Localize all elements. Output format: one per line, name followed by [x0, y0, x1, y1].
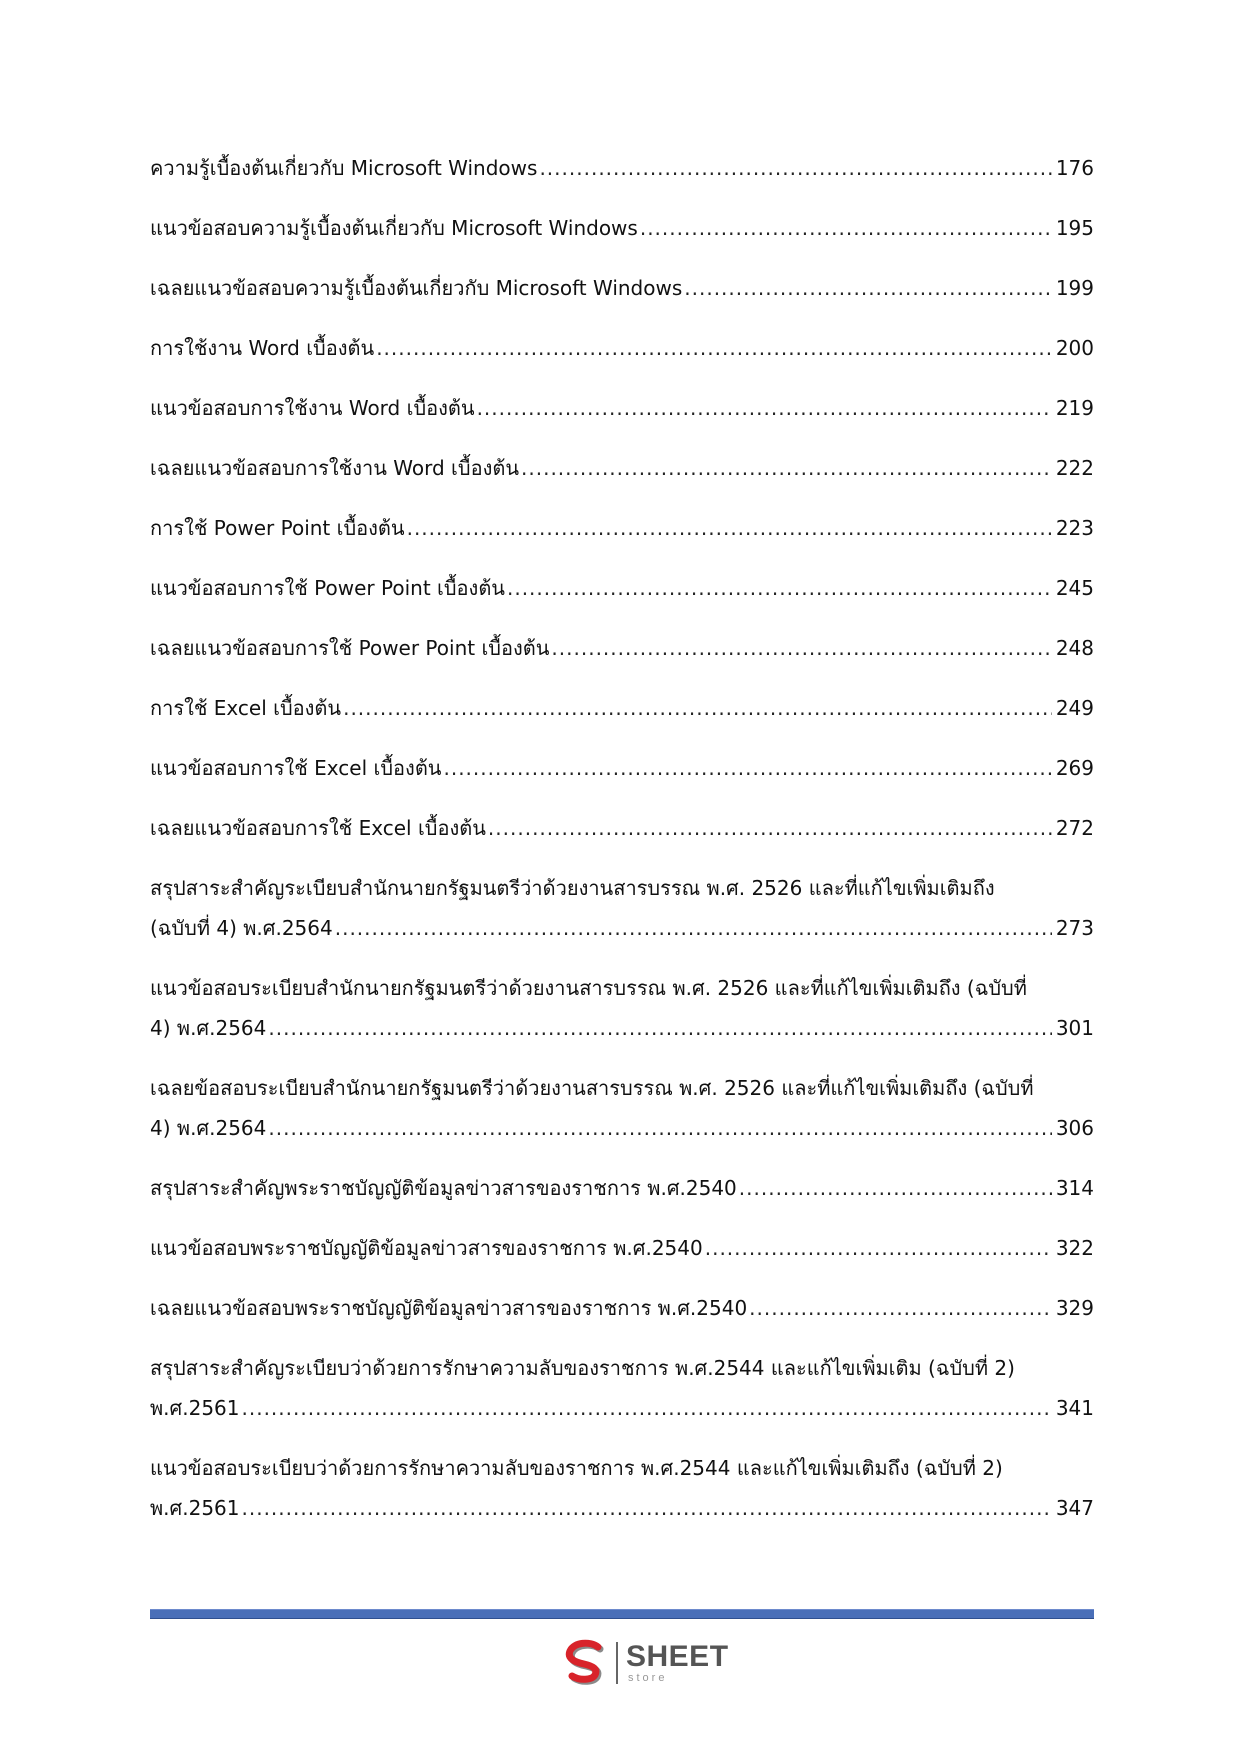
toc-entry	[150, 1348, 1094, 1428]
toc-page-number: 272	[1055, 816, 1094, 840]
toc-entry	[150, 148, 1094, 188]
toc-entry	[150, 448, 1094, 488]
toc-entry	[150, 1288, 1094, 1328]
toc-entry-title: เฉลยแนวข้อสอบความรู้เบื้องต้นเกี่ยวกับ Microsoft Windows	[150, 276, 683, 300]
toc-page-number: 249	[1055, 696, 1094, 720]
logo-sub-text: store	[628, 1672, 668, 1684]
toc-entry-title: เฉลยแนวข้อสอบการใช้ Power Point เบื้องต้น	[150, 636, 550, 660]
toc-entry	[150, 628, 1094, 668]
toc-entry-line	[150, 808, 1094, 848]
toc-entry-line	[150, 448, 1094, 488]
toc-page-number: 223	[1055, 516, 1094, 540]
toc-entry	[150, 868, 1094, 948]
toc-entry-title: สรุปสาระสำคัญระเบียบว่าด้วยการรักษาความลับของราชการ พ.ศ.2544 และแก้ไขเพิ่มเติม (ฉบับที่ 2)	[150, 1356, 1015, 1380]
toc-entry-title: เฉลยแนวข้อสอบการใช้งาน Word เบื้องต้น	[150, 456, 520, 480]
toc-entry-title: การใช้ Power Point เบื้องต้น	[150, 516, 405, 540]
toc-entry-line	[150, 688, 1094, 728]
toc-page-number: 269	[1055, 756, 1094, 780]
toc-entry-line	[150, 968, 1094, 1008]
toc-entry-line	[150, 1008, 1094, 1048]
toc-dot-leader	[477, 388, 1052, 428]
toc-entry-title: แนวข้อสอบความรู้เบื้องต้นเกี่ยวกับ Microsoft Windows	[150, 216, 638, 240]
toc-entry	[150, 1228, 1094, 1268]
toc-entry	[150, 968, 1094, 1048]
toc-entry-title: สรุปสาระสำคัญระเบียบสำนักนายกรัฐมนตรีว่าด้วยงานสารบรรณ พ.ศ. 2526 และที่แก้ไขเพิ่มเติมถึง	[150, 876, 995, 900]
logo-brand-text: SHEET	[626, 1640, 729, 1673]
toc-entry-line	[150, 1488, 1094, 1528]
toc-page-number: 329	[1055, 1296, 1094, 1320]
toc-page-number: 195	[1055, 216, 1094, 240]
toc-page-number: 306	[1055, 1116, 1094, 1140]
toc-entry	[150, 208, 1094, 248]
toc-entry-title: แนวข้อสอบการใช้ Power Point เบื้องต้น	[150, 576, 505, 600]
toc-entry	[150, 1168, 1094, 1208]
toc-dot-leader	[539, 148, 1051, 188]
toc-entry-title: การใช้ Excel เบื้องต้น	[150, 696, 342, 720]
toc-entry	[150, 1448, 1094, 1528]
toc-dot-leader	[749, 1288, 1052, 1328]
toc-entry-line	[150, 1228, 1094, 1268]
toc-entry-line	[150, 1068, 1094, 1108]
toc-entry-line	[150, 388, 1094, 428]
toc-entry-title: พ.ศ.2561	[150, 1496, 240, 1520]
toc-page-number: 176	[1055, 156, 1094, 180]
toc-page-number: 200	[1055, 336, 1094, 360]
toc-entry-line	[150, 568, 1094, 608]
toc-entry-title: การใช้งาน Word เบื้องต้น	[150, 336, 375, 360]
toc-entry	[150, 748, 1094, 788]
toc-dot-leader	[739, 1168, 1052, 1208]
toc-dot-leader	[242, 1388, 1052, 1428]
toc-dot-leader	[407, 508, 1052, 548]
toc-entry-title: แนวข้อสอบระเบียบสำนักนายกรัฐมนตรีว่าด้วยงานสารบรรณ พ.ศ. 2526 และที่แก้ไขเพิ่มเติมถึง (ฉบับที่	[150, 976, 1027, 1000]
toc-entry-title: แนวข้อสอบการใช้งาน Word เบื้องต้น	[150, 396, 475, 420]
toc-page-number: 322	[1055, 1236, 1094, 1260]
toc-dot-leader	[335, 908, 1052, 948]
sheet-store-logo	[560, 1636, 729, 1690]
toc-entry-line	[150, 1108, 1094, 1148]
toc-page-number: 341	[1055, 1396, 1094, 1420]
toc-page-number: 199	[1055, 276, 1094, 300]
toc-entry-title: แนวข้อสอบระเบียบว่าด้วยการรักษาความลับของราชการ พ.ศ.2544 และแก้ไขเพิ่มเติมถึง (ฉบับที่ 2)	[150, 1456, 1003, 1480]
toc-entry	[150, 388, 1094, 428]
toc-entry	[150, 688, 1094, 728]
toc-dot-leader	[343, 688, 1052, 728]
toc-page-number: 273	[1055, 916, 1094, 940]
toc-entry-line	[150, 328, 1094, 368]
toc-dot-leader	[268, 1108, 1051, 1148]
toc-entry-title: เฉลยแนวข้อสอบการใช้ Excel เบื้องต้น	[150, 816, 486, 840]
logo-wordmark	[626, 1642, 729, 1684]
toc-page-number: 248	[1055, 636, 1094, 660]
toc-entry-line	[150, 1448, 1094, 1488]
toc-dot-leader	[488, 808, 1052, 848]
toc-entry-line	[150, 1168, 1094, 1208]
toc-dot-leader	[684, 268, 1052, 308]
toc-entry	[150, 568, 1094, 608]
toc-entry	[150, 508, 1094, 548]
toc-entry-line	[150, 1388, 1094, 1428]
toc-page-number: 301	[1055, 1016, 1094, 1040]
toc-page-number: 314	[1055, 1176, 1094, 1200]
toc-page-number: 222	[1055, 456, 1094, 480]
toc-dot-leader	[268, 1008, 1051, 1048]
toc-dot-leader	[376, 328, 1052, 368]
toc-dot-leader	[507, 568, 1052, 608]
toc-dot-leader	[242, 1488, 1052, 1528]
toc-page-number: 219	[1055, 396, 1094, 420]
toc-entry	[150, 268, 1094, 308]
toc-dot-leader	[640, 208, 1052, 248]
toc-entry-title: 4) พ.ศ.2564	[150, 1016, 267, 1040]
toc-dot-leader	[443, 748, 1051, 788]
toc-page-number: 245	[1055, 576, 1094, 600]
toc-entry-title: ความรู้เบื้องต้นเกี่ยวกับ Microsoft Windows	[150, 156, 538, 180]
toc-entry-line	[150, 208, 1094, 248]
toc-entry-title: (ฉบับที่ 4) พ.ศ.2564	[150, 916, 333, 940]
toc-entry-title: พ.ศ.2561	[150, 1396, 240, 1420]
toc-entry-title: เฉลยข้อสอบระเบียบสำนักนายกรัฐมนตรีว่าด้วยงานสารบรรณ พ.ศ. 2526 และที่แก้ไขเพิ่มเติมถึง (ฉบับที่	[150, 1076, 1034, 1100]
table-of-contents	[150, 148, 1094, 1548]
toc-dot-leader	[551, 628, 1051, 668]
toc-entry-line	[150, 748, 1094, 788]
toc-entry-line	[150, 1288, 1094, 1328]
toc-entry-title: เฉลยแนวข้อสอบพระราชบัญญัติข้อมูลข่าวสารของราชการ พ.ศ.2540	[150, 1296, 748, 1320]
toc-entry-line	[150, 868, 1094, 908]
logo-s-icon	[560, 1638, 610, 1688]
toc-entry	[150, 808, 1094, 848]
toc-entry-line	[150, 508, 1094, 548]
toc-entry-line	[150, 1348, 1094, 1388]
toc-dot-leader	[705, 1228, 1052, 1268]
toc-entry-title: สรุปสาระสำคัญพระราชบัญญัติข้อมูลข่าวสารของราชการ พ.ศ.2540	[150, 1176, 737, 1200]
logo-separator	[616, 1642, 618, 1684]
toc-entry-line	[150, 268, 1094, 308]
toc-entry-line	[150, 908, 1094, 948]
toc-entry-title: 4) พ.ศ.2564	[150, 1116, 267, 1140]
toc-entry-line	[150, 628, 1094, 668]
toc-entry-title: แนวข้อสอบพระราชบัญญัติข้อมูลข่าวสารของราชการ พ.ศ.2540	[150, 1236, 703, 1260]
toc-entry-title: แนวข้อสอบการใช้ Excel เบื้องต้น	[150, 756, 442, 780]
toc-entry	[150, 1068, 1094, 1148]
toc-entry	[150, 328, 1094, 368]
footer-divider	[150, 1609, 1094, 1619]
toc-page-number: 347	[1055, 1496, 1094, 1520]
toc-entry-line	[150, 148, 1094, 188]
toc-dot-leader	[521, 448, 1052, 488]
